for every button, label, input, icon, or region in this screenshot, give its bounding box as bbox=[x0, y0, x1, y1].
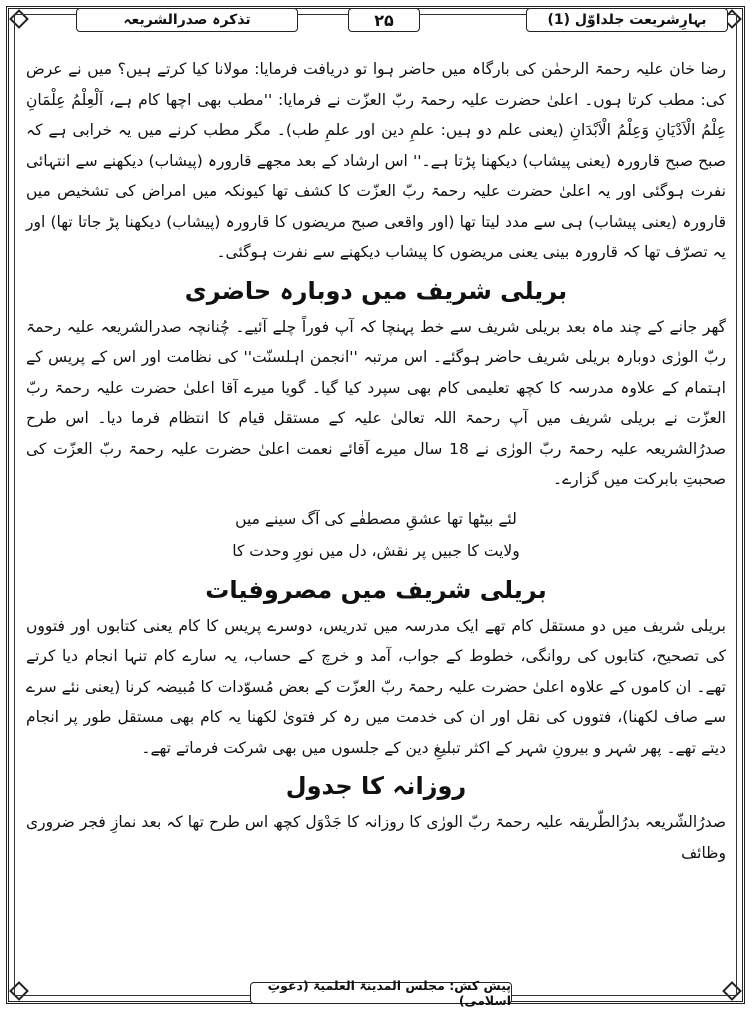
publisher-credit: پیش کش: مجلس المدینۃ العلمیۃ (دعوتِ اسلامی) bbox=[250, 982, 512, 1004]
verse-couplet bbox=[26, 503, 726, 567]
paragraph-3: بریلی شریف میں دو مستقل کام تھے ایک مدرسہ میں تدریس، دوسرے پریس کا کام یعنی کتابوں اور فتووں کی تصحیح، کتابوں کی روانگی، خطوط کے جواب، آمد و خرچ کے حساب، یہ سارے کام تنہا انجام دیا کرتے تھے۔ ان کاموں کے علاوہ اعلیٰ حضرت علیہ رحمۃ ربّ العزّت کے بعض مُسوّدات کا مُبیضہ کرنا (یعنی نئے سرے سے صاف لکھنا)، فتووں کی نقل اور ان کی خدمت میں رہ کر فتویٰ لکھنا یہ کام بھی مستقل طور پر انجام دیتے تھے۔ پھر شہر و بیرونِ شہر کے اکثر تبلیغِ دین کے جلسوں میں بھی شرکت فرماتے تھے۔ bbox=[26, 616, 726, 757]
page-number: ۲۵ bbox=[348, 8, 420, 32]
verse-line-1: لئے بیٹھا تھا عشقِ مصطفٰے کی آگ سینے میں bbox=[235, 509, 517, 528]
page-body bbox=[26, 54, 726, 969]
page-header bbox=[16, 6, 737, 34]
paragraph-2: گھر جانے کے چند ماہ بعد بریلی شریف سے خط پہنچا کہ آپ فوراً چلے آئیے۔ چُنانچہ صدرالشریعہ علیہ رحمۃ ربّ الورٰی دوبارہ بریلی شریف حاضر ہوگئے۔ اس مرتبہ ''انجمن اہلسنّت'' کی نظامت اور اس کے پریس کے اہتمام کے علاوہ مدرسہ کا کچھ تعلیمی کام بھی سپرد کیا گیا۔ گویا میرے آقا اعلیٰ حضرت علیہ رحمۃ ربّ العزّت نے بریلی شریف میں آپ رحمۃ اللہ تعالیٰ علیہ کے مستقل قیام کا انتظام فرما دیا۔ اس طرح صدرُالشریعہ علیہ رحمۃ ربّ الورٰی نے 18 سال میرے آقائے نعمت اعلیٰ حضرت علیہ رحمۃ ربّ العزّت کی صحبتِ بابرکت میں گزارے۔ bbox=[26, 317, 726, 488]
verse-line-2: ولایت کا جبیں پر نقش، دل میں نورِ وحدت کا bbox=[232, 541, 520, 560]
heading-return-to-bareilly: بریلی شریف میں دوبارہ حاضری bbox=[184, 276, 568, 305]
book-title: بہارِشریعت جلداوّل (1) bbox=[526, 8, 728, 32]
page-footer bbox=[0, 980, 753, 1006]
paragraph-4: صدرُالشّریعہ بدرُالطّریقہ علیہ رحمۃ ربّ الورٰی کا روزانہ کا جَدْوَل کچھ اس طرح تھا کہ بعد نمازِ فجر ضروری وظائف bbox=[26, 813, 726, 862]
heading-daily-schedule: روزانہ کا جدول bbox=[285, 772, 467, 800]
heading-engagements: بریلی شریف میں مصروفیات bbox=[205, 575, 547, 604]
section-title: تذکرہ صدرالشریعہ bbox=[76, 8, 298, 32]
paragraph-1: رضا خان علیہ رحمۃ الرحمٰن کی بارگاہ میں حاضر ہوا تو دریافت فرمایا: مولانا کیا کرتے ہیں؟ میں نے عرض کی: مطب کرتا ہوں۔ اعلیٰ حضرت علیہ رحمۃ ربّ العزّت نے فرمایا: ''مطب بھی اچھا کام ہے، اَلْعِلْمُ عِلْمَانِ عِلْمُ الْاَدْیَانِ وَعِلْمُ الْاَبْدَانِ (یعنی علم دو ہیں: علمِ دین اور علمِ طب)۔ مگر مطب کرنے میں یہ خرابی ہے کہ صبح صبح قارورہ (یعنی پیشاب) دیکھنا پڑتا ہے۔'' اس ارشاد کے بعد مجھے قارورہ (پیشاب) دیکھنے سے انتہائی نفرت ہوگئی اور یہ اعلیٰ حضرت علیہ رحمۃ ربّ العزّت کا کشف تھا کیونکہ میں امراض کی تشخیص میں قارورہ (یعنی پیشاب) ہی سے مدد لیتا تھا (اور واقعی صبح مریضوں کا قارورہ (پیشاب) دیکھنا پڑ جاتا تھا) اور یہ تصرّف تھا کہ قارورہ بینی یعنی مریضوں کا پیشاب دیکھنے سے نفرت ہوگئی۔ bbox=[26, 60, 726, 261]
